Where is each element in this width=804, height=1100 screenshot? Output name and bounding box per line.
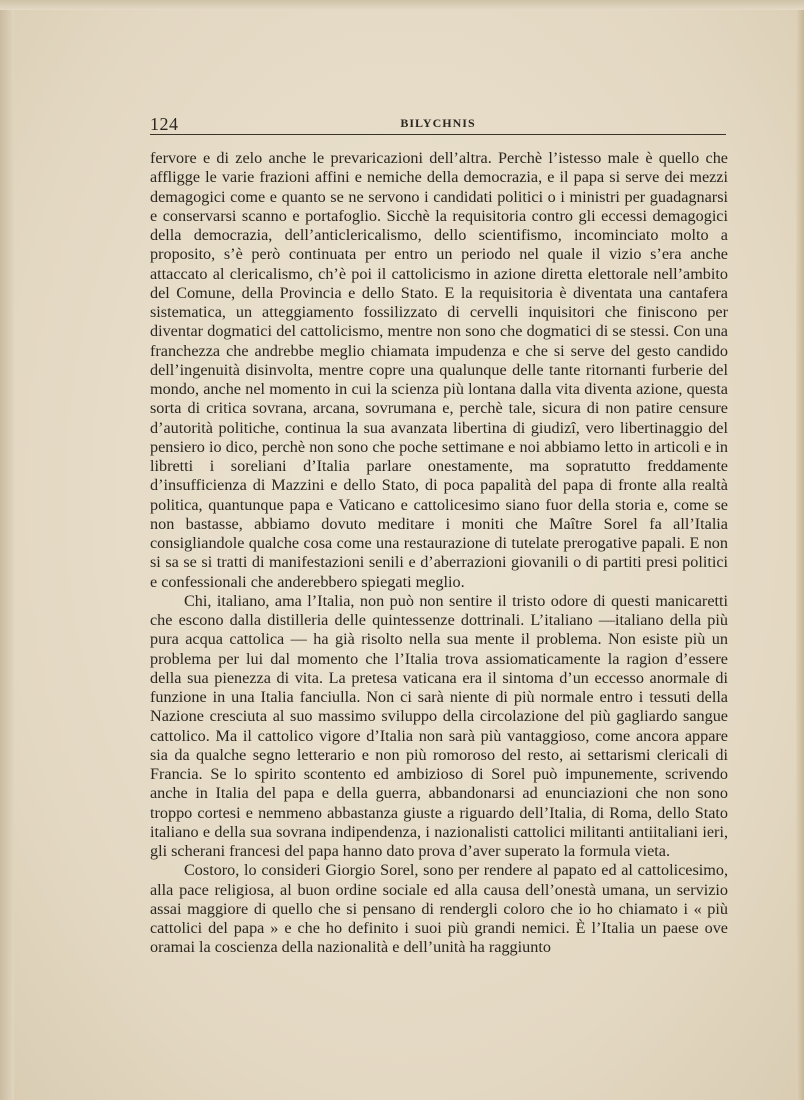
page-number: 124 [150,114,179,134]
paragraph: Chi, italiano, ama l’Italia, non può non sentire il tristo odore di questi manicaretti che escono dalla distilleria delle quintessenze dottrinali. L’italiano —italiano della più pura acqua cattolica — ha già risolto nella sua mente il problema. Non esiste più un problema per lui dal momento che l’Italia trova assiomaticamente la ragion d’essere della sua pienezza di vita. La pretesa vaticana era il sintoma d’un eccesso anormale di funzione in una Italia fanciulla. Non ci sarà niente di più normale entro i tessuti della Nazione cresciuta al suo massimo sviluppo della circolazione del più gagliardo sangue cattolico. Ma il cattolico vigore d’Italia non sarà più vantaggioso, come ancora appare sia da qualche segno letterario e non più romoroso del resto, ai settarismi clericali di Francia. Se lo spirito scontento ed ambizioso di Sorel può impunemente, scrivendo anche in Italia del papa e della guerra, abbandonarsi ad enunciazioni che non sono troppo cortesi e nemmeno abbastanza giuste a riguardo dell’Italia, di Roma, dello Stato italiano e della sua sovrana indipendenza, i nazionalisti cattolici militanti antiitaliani ieri, gli scherani francesi del papa hanno dato prova d’aver superato la formula vieta. [150,591,728,860]
body-text [150,149,728,958]
paragraph: fervore e di zelo anche le prevaricazioni dell’altra. Perchè l’istesso male è quello che affligge le varie frazioni affini e nemiche della democrazia, e il papa si serve dei mezzi demagogici come e quanto se ne servono i candidati politici o i ministri per guadagnarsi e conservarsi scanno e portafoglio. Sicchè la requisitoria contro gli eccessi demagogici della democrazia, dell’anticlericalismo, dello scientifismo, incominciato molto a proposito, s’è però continuata per entro un periodo nel quale il vizio s’era anche attaccato al clericalismo, ch’è poi il cattolicismo in azione diretta elettorale nell’ambito del Comune, della Provincia e dello Stato. E la requisitoria è diventata una cantafera sistematica, un atteggiamento fossilizzato di cervelli inquisitori che finiscono per diventar dogmatici del cattolicismo, mentre non sono che dogmatici di se stessi. Con una franchezza che andrebbe meglio chiamata impudenza e che si serve del gesto candido dell’ingenuità disinvolta, mentre copre una qualunque delle tante ritornanti furberie del mondo, anche nel momento in cui la scienza più lontana dalla vita diventa azione, questa sorta di critica sovrana, arcana, sovrumana e, perchè tale, sicura di non patire censure d’autorità politiche, continua la sua avanzata libertina di giudizî, vero libertinaggio del pensiero io dico, perchè non sono che poche settimane e noi abbiamo letto in articoli e in libretti i soreliani d’Italia parlare onestamente, ma sopratutto freddamente d’insufficienza di Mazzini e dello Stato, di poca papalità del papa di fronte alla realtà politica, quantunque papa e Vaticano e cattolicesimo siano fuor della storia e, come se non bastasse, abbiamo dovuto meditare i moniti che Maître Sorel fa all’Italia consigliandole qualche cosa come una restaurazione di tutelate prerogative papali. E non si sa se si tratti di manifestazioni senili e d’aberrazioni giovanili o di partiti presi politici e confessionali che anderebbero spiegati meglio. [150,149,728,591]
paragraph: Costoro, lo consideri Giorgio Sorel, sono per rendere al papato ed al cattolicesimo, alla pace religiosa, al buon ordine sociale ed alla causa dell’onestà umana, un servizio assai maggiore di quello che si pensano di rendergli coloro che io ho chiamato i « più cattolici del papa » e che ho definito i suoi più grandi nemici. È l’Italia un paese ove oramai la coscienza della nazionalità e dell’unità ha raggiunto [150,861,728,957]
header-rule [150,134,726,135]
page-edge [796,0,804,1100]
running-title: BILYCHNIS [400,116,476,130]
page-header [150,114,726,134]
